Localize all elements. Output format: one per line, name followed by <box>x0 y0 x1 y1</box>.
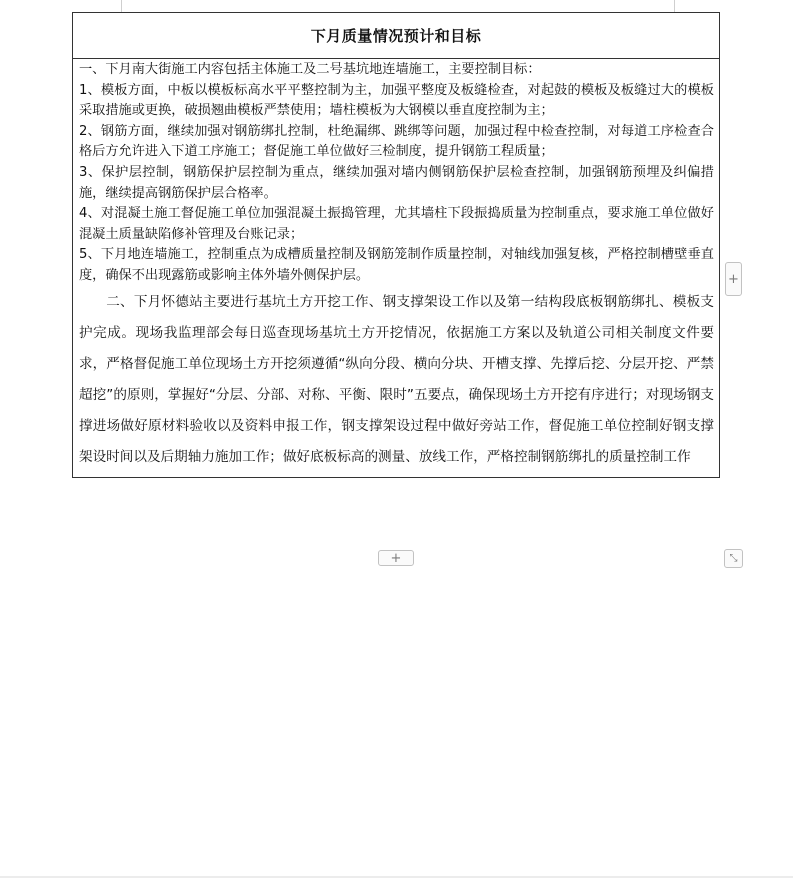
huaide-station-section <box>79 287 714 473</box>
goals-section <box>79 60 714 287</box>
page-margin-guide-left <box>121 0 122 12</box>
paragraph-item-3: 3、保护层控制，钢筋保护层控制为重点，继续加强对墙内侧钢筋保护层检查控制，加强钢筋预埋及纠偏措施，继续提高钢筋保护层合格率。 <box>79 164 714 201</box>
paragraph-item-1: 1、模板方面，中板以模板标高水平平整控制为主，加强平整度及板缝检查，对起鼓的模板及板缝过大的模板采取措施或更换，破损翘曲模板严禁使用；墙柱模板为大钢模以垂直度控制为主； <box>79 82 714 119</box>
table-body-cell[interactable] <box>73 59 719 477</box>
paragraph-huaide-station: 二、下月怀德站主要进行基坑土方开挖工作、钢支撑架设工作以及第一结构段底板钢筋绑扎、模板支护完成。现场我监理部会每日巡查现场基坑土方开挖情况，依据施工方案以及轨道公司相关制度文件要求，严格督促施工单位现场土方开挖须遵循“纵向分段、横向分块、开槽支撑、先撑后挖、分层开挖、严禁超挖”的原则，掌握好“分层、分部、对称、平衡、限时”五要点，确保现场土方开挖有序进行；对现场钢支撑进场做好原材料验收以及资料申报工作，钢支撑架设过程中做好旁站工作，督促施工单位控制好钢支撑架设时间以及后期轴力施加工作；做好底板标高的测量、放线工作，严格控制钢筋绑扎的质量控制工作 <box>79 293 714 465</box>
paragraph-item-5: 5、下月地连墙施工，控制重点为成槽质量控制及钢筋笼制作质量控制，对轴线加强复核，严格控制槽壁垂直度，确保不出现露筋或影响主体外墙外侧保护层。 <box>79 247 714 283</box>
document-table <box>72 12 720 478</box>
paragraph-item-4: 4、对混凝土施工督促施工单位加强混凝土振捣管理，尤其墙柱下段振捣质量为控制重点，要求施工单位做好混凝土质量缺陷修补管理及台账记录； <box>79 206 714 242</box>
paragraph-intro: 一、下月南大街施工内容包括主体施工及二号基坑地连墙施工，主要控制目标： <box>79 62 541 77</box>
page-margin-guide-right <box>674 0 675 12</box>
table-title[interactable]: 下月质量情况预计和目标 <box>73 13 719 59</box>
add-row-button[interactable]: + <box>378 550 414 566</box>
table-resize-handle[interactable]: ⤡ <box>724 549 743 568</box>
paragraph-item-2: 2、钢筋方面，继续加强对钢筋绑扎控制，杜绝漏绑、跳绑等问题，加强过程中检查控制，对每道工序检查合格后方允许进入下道工序施工；督促施工单位做好三检制度，提升钢筋工程质量； <box>79 123 714 160</box>
add-column-button[interactable]: + <box>725 262 742 296</box>
